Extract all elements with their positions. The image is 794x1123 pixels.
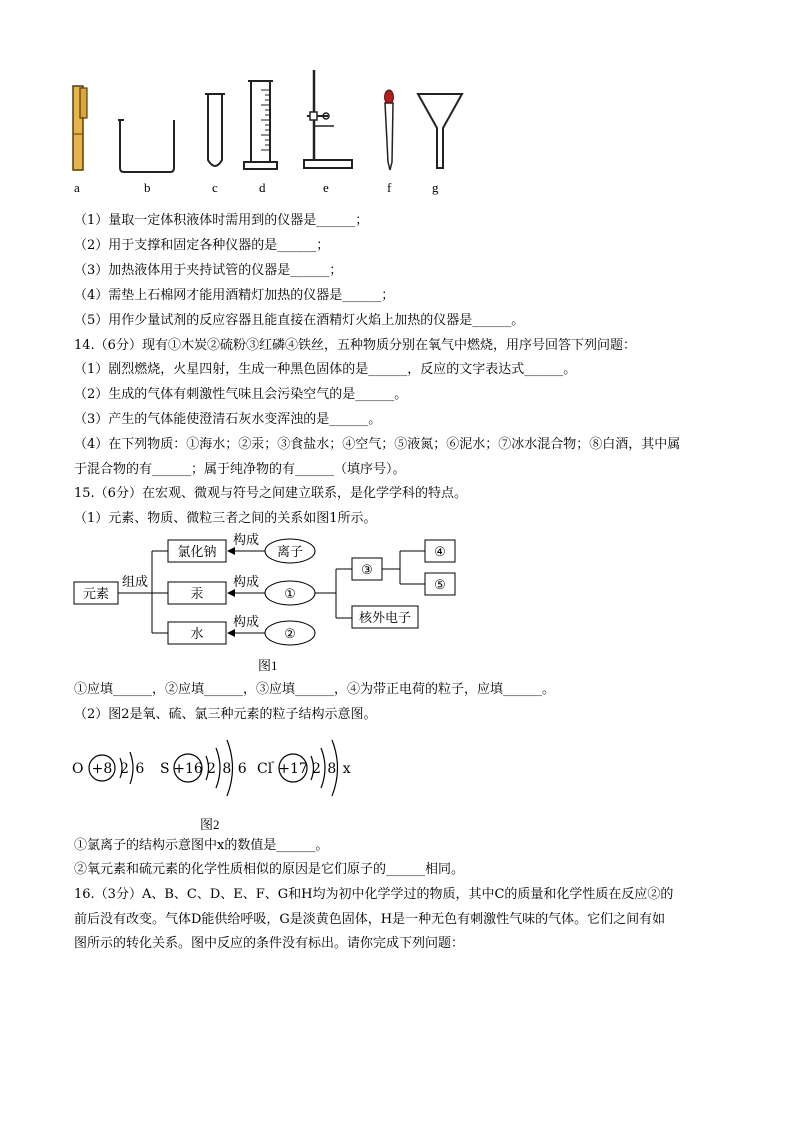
- fig2-sulfur-nucleus: +16: [173, 761, 203, 777]
- label-d: d: [259, 180, 266, 195]
- q14-part4-cont: 于混合物的有______；属于纯净物的有______（填序号）。: [74, 462, 406, 477]
- test-tube-holder-icon: [73, 86, 87, 170]
- fig1-blank-3: ③: [361, 563, 373, 578]
- fig2-sulfur-symbol: S: [160, 761, 170, 777]
- q16-stem-line2: 前后没有改变。气体D能供给呼吸，G是淡黄色固体，H是一种无色有刺激性气味的气体。它们之间有如: [74, 912, 666, 927]
- fig2-chlorine-shells: 2 8 x: [312, 761, 352, 777]
- label-f: f: [387, 180, 392, 195]
- fig2-caption: 图2: [200, 817, 220, 832]
- figure-2-diagram: [68, 728, 368, 812]
- iron-stand-icon: [304, 70, 352, 168]
- fig2-sulfur-shells: 2 8 6: [207, 761, 248, 777]
- measuring-cylinder-icon: [244, 81, 277, 169]
- test-tube-icon: [205, 94, 225, 166]
- q14-part3: （3）产生的气体能使澄清石灰水变浑浊的是______。: [74, 412, 382, 427]
- fig2-oxygen-shells: 2 6: [120, 761, 146, 777]
- q14-part2: （2）生成的气体有刺激性气味且会污染空气的是______。: [74, 387, 408, 402]
- fig1-water: 水: [190, 627, 204, 642]
- fig1-electrons: 核外电子: [358, 611, 412, 626]
- fig2-oxygen-symbol: O: [72, 761, 84, 777]
- q15-part2-sub2: ②氧元素和硫元素的化学性质相似的原因是它们原子的______相同。: [74, 862, 465, 877]
- q15-part1-blanks: ①应填______，②应填______，③应填______，④为带正电荷的粒子，应填______。: [74, 682, 556, 697]
- apparatus-illustrations: [60, 64, 480, 176]
- q14-stem: 14.（6分）现有①木炭②硫粉③红磷④铁丝，五种物质分别在氧气中燃烧，用序号回答下列问题：: [74, 338, 636, 353]
- q16-stem-line3: 图所示的转化关系。图中反应的条件没有标出。请你完成下列问题：: [74, 936, 465, 951]
- fig2-chlorine-symbol: Cl: [257, 761, 273, 777]
- fig1-sodium-chloride: 氯化钠: [177, 545, 217, 560]
- fig1-constitute-2: 构成: [232, 575, 260, 590]
- beaker-icon: [118, 120, 174, 172]
- q13-part2: （2）用于支撑和固定各种仪器的是______；: [74, 238, 330, 253]
- dropper-icon: [385, 90, 394, 170]
- q15-stem: 15.（6分）在宏观、微观与符号之间建立联系，是化学学科的特点。: [74, 486, 467, 501]
- label-g: g: [432, 180, 439, 195]
- fig1-blank-1: ①: [284, 587, 296, 602]
- figure-1-diagram: [70, 532, 470, 652]
- q13-part1: （1）量取一定体积液体时需用到的仪器是______；: [74, 213, 369, 228]
- fig2-chlorine-nucleus: +17: [278, 761, 308, 777]
- q13-part4: （4）需垫上石棉网才能用酒精灯加热的仪器是______；: [74, 288, 395, 303]
- fig1-constitute-3: 构成: [232, 615, 260, 630]
- q13-part3: （3）加热液体用于夹持试管的仪器是______；: [74, 263, 343, 278]
- q15-part1: （1）元素、物质、微粒三者之间的关系如图1所示。: [74, 511, 377, 526]
- fig1-mercury: 汞: [190, 587, 204, 602]
- q13-part5: （5）用作少量试剂的反应容器且能直接在酒精灯火焰上加热的仪器是______。: [74, 313, 525, 328]
- fig2-oxygen-nucleus: +8: [91, 761, 113, 777]
- q16-stem-line1: 16.（3分）A、B、C、D、E、F、G和H均为初中化学学过的物质，其中C的质量和化学性质在反应②的: [74, 887, 674, 902]
- funnel-icon: [418, 94, 462, 168]
- fig1-ion: 离子: [276, 545, 304, 560]
- fig1-blank-5: ⑤: [434, 578, 446, 593]
- label-e: e: [323, 180, 329, 195]
- fig1-caption: 图1: [258, 658, 278, 673]
- fig1-compose: 组成: [121, 575, 149, 590]
- fig2-chlorine-charge: -: [271, 755, 275, 768]
- fig1-blank-4: ④: [434, 545, 446, 560]
- label-b: b: [144, 180, 151, 195]
- q14-part1: （1）剧烈燃烧，火星四射，生成一种黑色固体的是______，反应的文字表达式______。: [74, 362, 577, 377]
- q15-part2-sub1: ①氯离子的结构示意图中x的数值是______。: [74, 838, 329, 853]
- q14-part4: （4）在下列物质：①海水；②汞；③食盐水；④空气；⑤液氮；⑥泥水；⑦冰水混合物；⑧白酒，其中属: [74, 437, 681, 452]
- fig1-element: 元素: [82, 587, 110, 602]
- q15-part2: （2）图2是氧、硫、氯三种元素的粒子结构示意图。: [74, 707, 377, 722]
- fig1-blank-2: ②: [284, 627, 296, 642]
- label-a: a: [74, 180, 80, 195]
- fig1-constitute-1: 构成: [232, 533, 260, 548]
- label-c: c: [212, 180, 218, 195]
